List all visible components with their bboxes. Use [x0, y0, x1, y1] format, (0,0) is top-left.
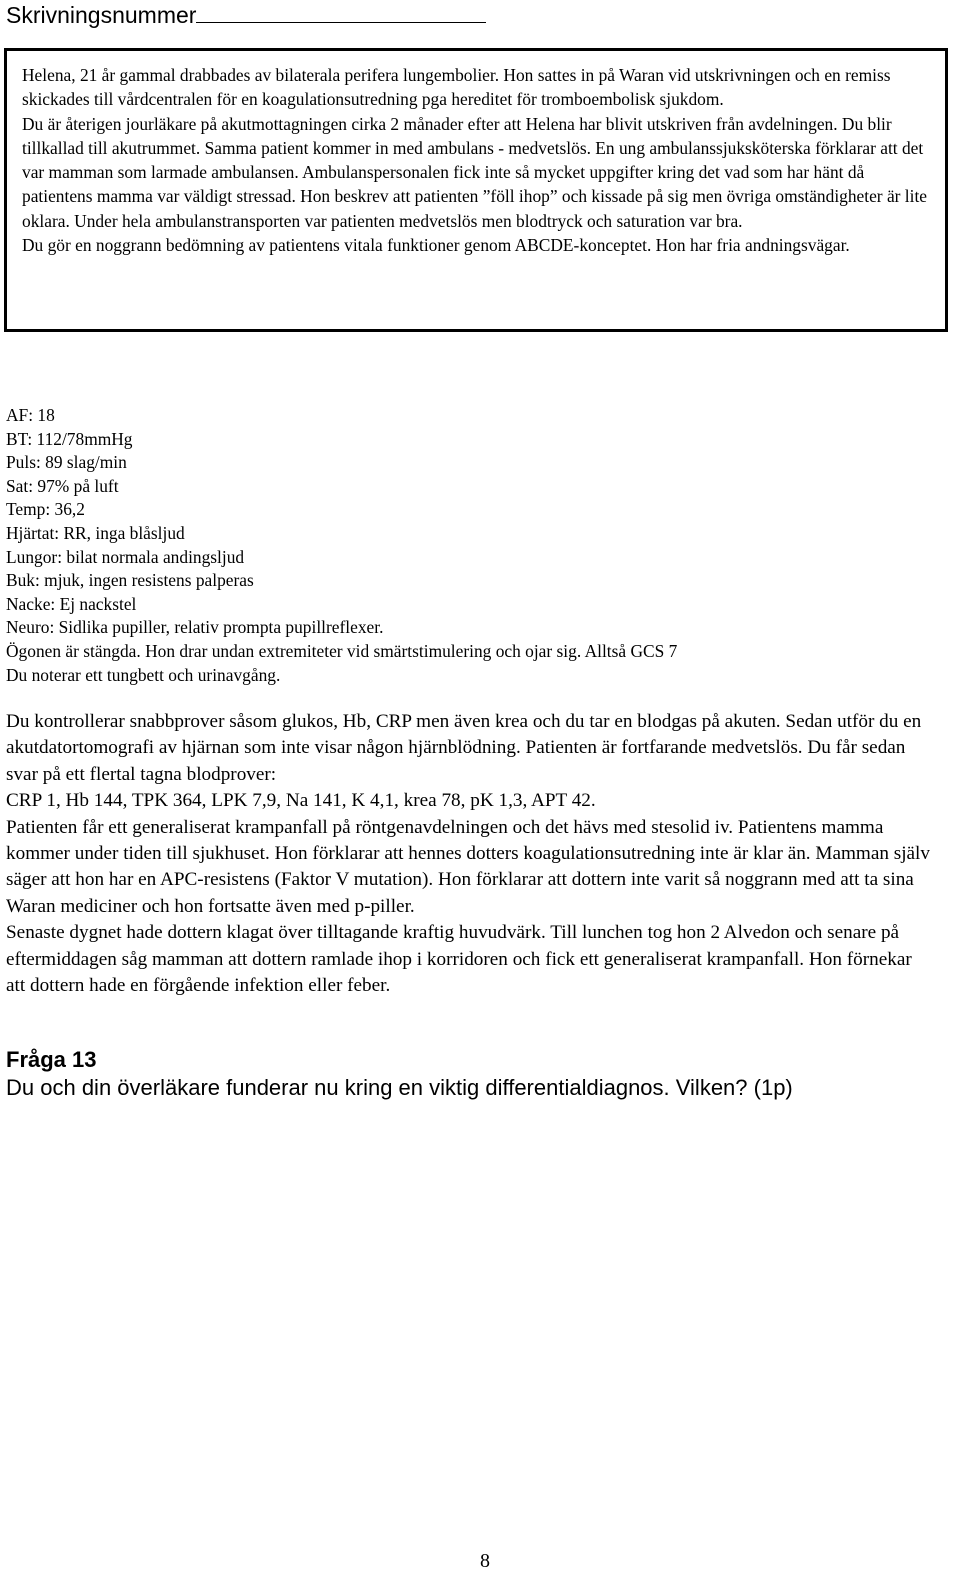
vital-sign-line: Du noterar ett tungbett och urinavgång. — [6, 664, 281, 685]
vital-sign-line: Nacke: Ej nackstel — [6, 593, 137, 614]
exam-number-header — [6, 0, 486, 30]
results-paragraph: Senaste dygnet hade dottern klagat över tilltagande kraftig huvudvärk. Till lunchen tog hon 2 Alvedon och senare på eftermiddagen såg mamman att dottern ramlade ihop i korridoren och fick ett generaliserat krampanfall. Hon förnekar att dottern hade en förgående infektion eller feber. — [6, 922, 912, 997]
page-number: 8 — [480, 1550, 490, 1572]
vital-sign-line: Neuro: Sidlika pupiller, relativ prompta pupillreflexer. — [6, 617, 384, 638]
vital-sign-line: Puls: 89 slag/min — [6, 452, 127, 473]
question-section — [6, 1046, 946, 1102]
case-paragraph: Helena, 21 år gammal drabbades av bilaterala perifera lungembolier. Hon sattes in på Waran vid utskrivningen och en remiss skickades till vårdcentralen för en koagulationsutredning pga hereditet för tromboembolisk sjukdom. — [22, 65, 891, 110]
vital-sign-line: Sat: 97% på luft — [6, 475, 119, 496]
exam-number-blank-line — [196, 2, 486, 23]
results-paragraph: Du kontrollerar snabbprover såsom glukos, Hb, CRP men även krea och du tar en blodgas på akuten. Sedan utför du en akutdatortomografi av hjärnan som inte visar någon hjärnblödning. Patienten är fortfarande medvetslös. Du får sedan svar på ett flertal tagna blodprover: — [6, 711, 922, 785]
vital-sign-line: Ögonen är stängda. Hon drar undan extremiteter vid smärtstimulering och ojar sig. Alltså GCS 7 — [6, 640, 678, 661]
question-title: Fråga 13 — [6, 1047, 97, 1072]
vital-sign-line: Hjärtat: RR, inga blåsljud — [6, 522, 185, 543]
vital-sign-line: Temp: 36,2 — [6, 499, 85, 520]
case-paragraph: Du är återigen jourläkare på akutmottagningen cirka 2 månader efter att Helena har blivit utskriven från avdelningen. Du blir tillkallad till akutrummet. Samma patient kommer in med ambulans - medvetslös. En ung ambulanssjuksköterska förklarar att det var mamman som larmade ambulansen. Ambulanspersonalen fick inte så mycket uppgifter kring det vad som har hänt då patientens mamma var väldigt stressad. Hon beskrev att patienten ”föll ihop” och kissade på sig men övriga omständigheter är lite oklara. Under hela ambulanstransporten var patienten medvetslös men blodtryck och saturation var bra. — [22, 113, 928, 231]
vital-signs-list — [6, 404, 677, 687]
vital-sign-line: AF: 18 — [6, 405, 55, 425]
case-paragraph: Du gör en noggrann bedömning av patientens vitala funktioner genom ABCDE-konceptet. Hon har fria andningsvägar. — [22, 235, 850, 256]
lab-results-section — [6, 709, 931, 999]
case-description-box — [4, 48, 948, 332]
results-paragraph: Patienten får ett generaliserat krampanfall på röntgenavdelningen och det hävs med stesolid iv. Patientens mamma kommer under tiden till sjukhuset. Hon förklarar att hennes dotters koagulationsutredning inte är klar än. Mamman själv säger att hon har en APC-resistens (Faktor V mutation). Hon förklarar att dottern inte varit så noggrann med att ta sina Waran mediciner och hon fortsatte även med p-piller. — [6, 816, 930, 917]
vital-sign-line: BT: 112/78mmHg — [6, 428, 133, 449]
vital-sign-line: Lungor: bilat normala andingsljud — [6, 546, 245, 567]
exam-number-label: Skrivningsnummer — [6, 2, 197, 28]
results-paragraph: CRP 1, Hb 144, TPK 364, LPK 7,9, Na 141, K 4,1, krea 78, pK 1,3, APT 42. — [6, 790, 596, 812]
vital-sign-line: Buk: mjuk, ingen resistens palperas — [6, 570, 254, 591]
question-text: Du och din överläkare funderar nu kring en viktig differentialdiagnos. Vilken? (1p) — [6, 1075, 793, 1100]
